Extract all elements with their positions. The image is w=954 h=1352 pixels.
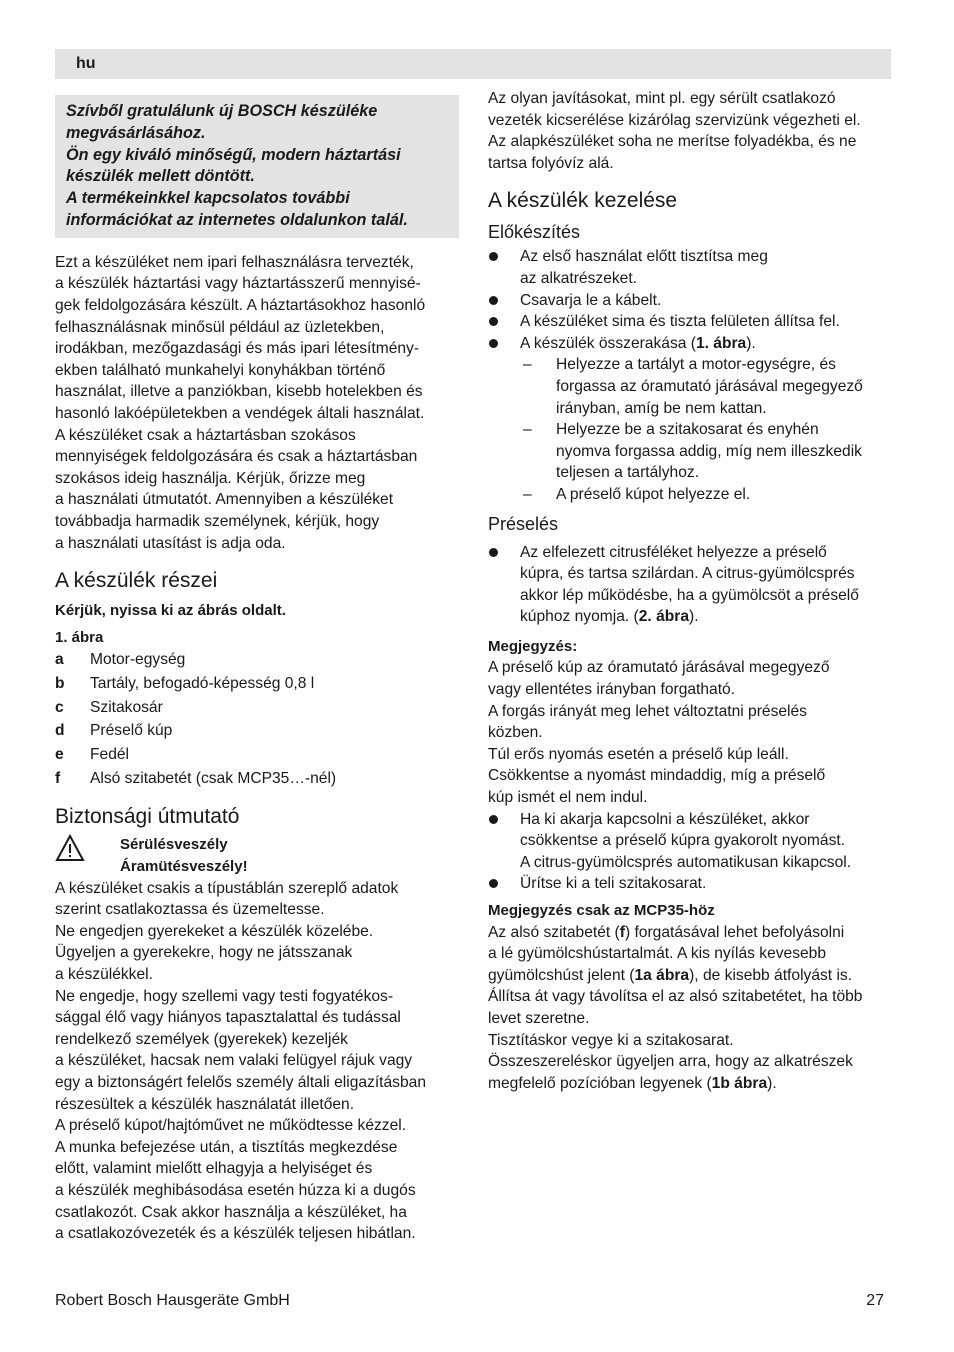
text-line: Ürítse ki a teli szitakosarat. <box>520 875 707 893</box>
pressing-list <box>488 542 891 628</box>
language-code: hu <box>76 55 96 72</box>
part-label: Préselő kúp <box>90 722 173 740</box>
text-line: vagy ellentétes irányban forgatható. <box>488 681 736 699</box>
note-text <box>488 657 891 808</box>
part-key: d <box>55 722 65 740</box>
text-line: tartsa folyóvíz alá. <box>488 154 614 172</box>
text-line: előtt, valamint mielőtt elhagyja a helyiséget és <box>55 1160 373 1178</box>
text-line: Az olyan javításokat, mint pl. egy sérült csatlakozó <box>488 90 836 107</box>
pressing-list-2 <box>488 809 891 895</box>
part-key: c <box>55 698 64 716</box>
preparation-list <box>488 246 891 505</box>
text-line: A préselő kúp az óramutató járásával megegyező <box>488 659 830 677</box>
text-line: Az első használat előtt tisztítsa meg <box>520 248 768 266</box>
text-line: csatlakozót. Csak akkor használja a készüléket, ha <box>55 1203 407 1221</box>
text-fragment: kúphoz nyomja. ( <box>520 608 639 626</box>
text-line: A készüléket sima és tiszta felületen állítsa fel. <box>520 313 840 331</box>
figure-ref: 1. ábra <box>695 334 747 352</box>
text-line: A préselő kúpot/hajtóművet ne működtesse kézzel. <box>55 1117 407 1135</box>
text-line: levet szeretne. <box>488 1009 590 1027</box>
pressing-heading: Préselés <box>488 513 559 534</box>
text-line: gek feldolgozására készült. A háztartásokhoz hasonló <box>55 296 426 314</box>
bullet-icon <box>488 246 520 289</box>
text-line: ekben található munkahelyi konyhákban történő <box>55 361 386 379</box>
part-label: Motor-egység <box>90 651 186 669</box>
text-line: irodákban, mezőgazdasági és más ipari létesítmény- <box>55 340 420 358</box>
text-line: hasonló lakóépületekben a vendégek általi használat. <box>55 404 425 422</box>
preparation-heading: Előkészítés <box>488 222 581 243</box>
intro-line: Szívből gratulálunk új BOSCH készüléke megvásárlásához. <box>66 102 378 142</box>
text-line: továbbadja harmadik személynek, kérjük, hogy <box>55 512 380 530</box>
text-fragment: A készülék összerakása ( <box>520 334 696 352</box>
text-line: Az alapkészüléket soha ne merítse folyadékba, és ne <box>488 133 857 151</box>
text-line: irányban, amíg be nem kattan. <box>556 399 767 417</box>
sub-list-item <box>488 354 891 419</box>
text-line <box>488 922 891 944</box>
text-line: részesültek a készülék használatát illetően. <box>55 1095 355 1113</box>
text-line: A készüléket csak a háztartásban szokásos <box>55 426 356 444</box>
text-fragment: ). <box>689 608 699 626</box>
list-item <box>488 333 891 355</box>
intro-line: A termékeinkkel kapcsolatos további információkat az internetes oldalunkon talál. <box>66 189 408 229</box>
text-fragment: Az alsó szitabetét ( <box>488 923 620 941</box>
text-line: szokásos ideig használja. Kérjük, őrizze meg <box>55 469 366 487</box>
text-line: Ne engedjen gyerekeket a készülék közelébe. <box>55 922 374 940</box>
language-bar <box>55 49 891 79</box>
text-line: Helyezze be a szitakosarat és enyhén <box>556 421 819 439</box>
text-line: rendelkező személyek (gyerekek) kezeljék <box>55 1030 348 1048</box>
part-key: b <box>55 675 65 693</box>
text-line: a készülék meghibásodása esetén húzza ki a dugós <box>55 1181 416 1199</box>
text-fragment: ). <box>767 1074 777 1092</box>
list-item <box>488 311 891 333</box>
text-line: felhasználásnak minősül például az üzletekben, <box>55 318 385 336</box>
warning-triangle-icon <box>55 834 120 877</box>
part-key: e <box>55 746 64 764</box>
list-item <box>488 246 891 289</box>
warning-block <box>55 834 459 877</box>
figure-ref: 2. ábra <box>638 608 690 626</box>
list-item <box>55 767 459 791</box>
text-line: csökkentse a préselő kúpra gyakorolt nyomást. <box>520 832 846 850</box>
list-item <box>488 809 891 874</box>
text-line: kúp ismét el nem indul. <box>488 789 648 807</box>
intro-box <box>55 95 459 238</box>
text-line: Ezt a készüléket nem ipari felhasználásra tervezték, <box>55 253 414 271</box>
text-line: Ügyeljen a gyerekekre, hogy ne játsszanak <box>55 944 353 962</box>
bullet-icon <box>488 311 520 333</box>
figure-ref: 1b ábra <box>711 1074 768 1092</box>
part-label: Fedél <box>90 746 130 764</box>
text-line: nyomva forgassa addig, míg nem illeszkedik <box>556 442 862 460</box>
sub-list-item <box>488 419 891 484</box>
text-line: a lé gyümölcshústartalmát. A kis nyílás kevesebb <box>488 945 827 963</box>
text-line <box>520 333 756 355</box>
text-line: Az elfelezett citrusféléket helyezze a préselő <box>520 543 827 561</box>
list-item <box>488 290 891 312</box>
left-column <box>55 88 459 1245</box>
safety-heading: Biztonsági útmutató <box>55 805 240 829</box>
text-line: A munka befejezése után, a tisztítás megkezdése <box>55 1138 398 1156</box>
mcp-note-text <box>488 922 891 1095</box>
parts-open-note: Kérjük, nyissa ki az ábrás oldalt. <box>55 602 286 620</box>
list-item <box>55 648 459 672</box>
safety-text <box>55 878 459 1245</box>
list-item <box>55 719 459 743</box>
parts-figure-label: 1. ábra <box>55 628 104 646</box>
text-line: közben. <box>488 724 543 742</box>
part-label: Tartály, befogadó-képesség 0,8 l <box>90 675 315 693</box>
text-line: Állítsa át vagy távolítsa el az alsó szitabetétet, ha több <box>488 988 863 1006</box>
text-line: teljesen a tartályhoz. <box>556 464 700 482</box>
note-heading: Megjegyzés: <box>488 637 578 655</box>
text-line <box>488 965 891 987</box>
text-fragment: ), de kisebb átfolyást is. <box>689 966 853 984</box>
part-label: Szitakosár <box>90 698 163 716</box>
text-line: a használati utasítást is adja oda. <box>55 534 286 552</box>
text-line <box>520 606 859 628</box>
text-line: Tisztításkor vegye ki a szitakosarat. <box>488 1031 734 1049</box>
mcp-note-heading: Megjegyzés csak az MCP35-höz <box>488 902 715 919</box>
text-line: a csatlakozóvezeték és a készülék teljesen hibátlan. <box>55 1225 416 1243</box>
bullet-icon <box>488 873 520 895</box>
part-label: Alsó szitabetét (csak MCP35…-nél) <box>90 769 337 787</box>
list-item <box>55 743 459 767</box>
dash-icon: – <box>523 356 532 374</box>
repair-paragraph <box>488 88 891 174</box>
page-number: 27 <box>866 1292 884 1309</box>
bullet-icon <box>488 542 520 628</box>
text-line: szerint csatlakoztassa és üzemeltesse. <box>55 901 325 919</box>
text-line: Csökkentse a nyomást mindaddig, míg a préselő <box>488 767 826 785</box>
list-item <box>488 542 891 628</box>
text-line: a készüléket, hacsak nem valaki felügyel rájuk vagy <box>55 1052 413 1070</box>
dash-icon: – <box>523 485 532 503</box>
figure-ref: 1a ábra <box>634 966 690 984</box>
text-line: Csavarja le a kábelt. <box>520 291 662 309</box>
text-line: a használati útmutatót. Amennyiben a készüléket <box>55 491 394 509</box>
text-line: A préselő kúpot helyezze el. <box>556 485 751 503</box>
text-line: Helyezze a tartályt a motor-egységre, és <box>556 356 836 374</box>
right-column <box>488 88 891 1094</box>
bullet-icon <box>488 333 520 355</box>
warning-injury: Sérülésveszély <box>120 836 228 854</box>
text-line: forgassa az óramutató járásával megegyező <box>556 377 863 395</box>
text-fragment: megfelelő pozícióban legyenek ( <box>488 1074 712 1092</box>
text-line: Túl erős nyomás esetén a préselő kúp leáll. <box>488 745 789 763</box>
text-line: Ha ki akarja kapcsolni a készüléket, akkor <box>520 810 810 828</box>
text-line: A készüléket csakis a típustáblán szereplő adatok <box>55 879 399 897</box>
text-line: A forgás irányát meg lehet változtatni préselés <box>488 702 807 720</box>
text-line: Ne engedje, hogy szellemi vagy testi fogyatékos- <box>55 987 394 1005</box>
text-line: egy a biztonságért felelős személy általi eligazításban <box>55 1073 426 1091</box>
text-line: a készülék háztartási vagy háztartásszerű mennyisé- <box>55 275 421 293</box>
text-line: akkor lép működésbe, ha a gyümölcsöt a préselő <box>520 586 859 604</box>
text-fragment: ) forgatásával lehet befolyásolni <box>624 923 845 941</box>
dash-icon: – <box>523 421 532 439</box>
bullet-icon <box>488 290 520 312</box>
text-line: a készülékkel. <box>55 965 153 983</box>
text-line: Összeszereléskor ügyeljen arra, hogy az alkatrészek <box>488 1053 853 1071</box>
text-line: A citrus-gyümölcsprés automatikusan kikapcsol. <box>520 853 852 871</box>
text-fragment: gyümölcshúst jelent ( <box>488 966 635 984</box>
text-line: sággal élő vagy hiányos tapasztalattal és tudással <box>55 1009 401 1027</box>
parts-list <box>55 648 459 790</box>
list-item <box>488 873 891 895</box>
intro-line: Ön egy kiváló minőségű, modern háztartási készülék mellett döntött. <box>66 145 401 186</box>
warning-shock: Áramütésveszély! <box>120 858 248 875</box>
list-item <box>55 672 459 696</box>
part-ref: f <box>619 923 625 941</box>
text-line: kúpra, és tartsa szilárdan. A citrus-gyümölcsprés <box>520 565 855 583</box>
operation-heading: A készülék kezelése <box>488 189 678 213</box>
parts-heading: A készülék részei <box>55 569 218 593</box>
footer-company: Robert Bosch Hausgeräte GmbH <box>55 1292 290 1309</box>
bullet-icon <box>488 809 520 874</box>
list-item <box>55 696 459 720</box>
text-line <box>488 1073 891 1095</box>
text-line: vezeték kicserélése kizárólag szervizünk végezheti el. <box>488 111 861 129</box>
sub-list-item <box>488 484 891 506</box>
part-key: f <box>55 769 61 787</box>
text-line: használat, illetve a panziókban, kisebb hotelekben és <box>55 383 423 401</box>
text-line: az alkatrészeket. <box>520 269 638 287</box>
usage-paragraph <box>55 252 459 554</box>
text-line: mennyiségek feldolgozására és csak a háztartásban <box>55 448 418 466</box>
text-fragment: ). <box>746 334 756 352</box>
part-key: a <box>55 651 64 669</box>
